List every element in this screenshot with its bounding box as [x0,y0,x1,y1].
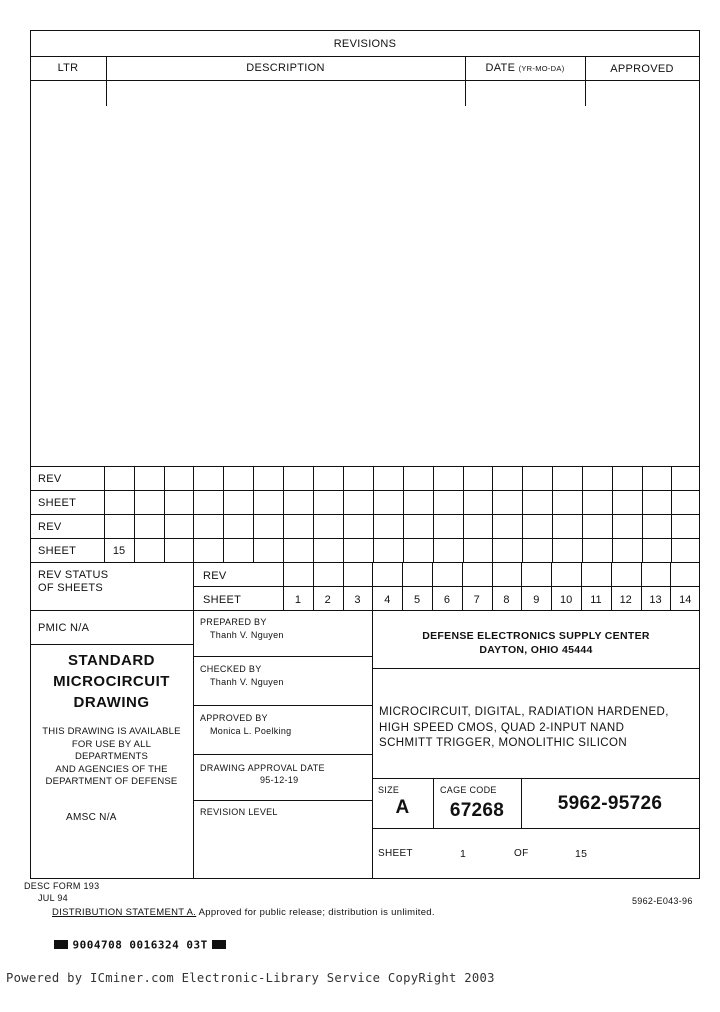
rev-status-label-2: OF SHEETS [38,582,104,594]
size-value: A [395,797,410,818]
cage-code-value: 67268 [449,800,505,821]
approval-date-label: DRAWING APPROVAL DATE [200,763,325,773]
sheet-number-cell: 6 [443,594,450,606]
powered-by-banner: Powered by ICminer.com Electronic-Library Service CopyRight 2003 [6,971,495,985]
grid-column-line [552,466,553,562]
distribution-label: DISTRIBUTION STATEMENT A. [52,907,197,918]
barcode-text: 9004708 0016324 03T [72,938,208,952]
grid-column-line [223,466,224,562]
prepared-by-name: Thanh V. Nguyen [210,630,284,640]
size-label: SIZE [378,785,400,795]
revisions-divider [30,56,700,57]
grid-column-line [463,466,464,562]
frame-bottom [30,878,700,879]
sheet-number-cell: 9 [533,594,540,606]
sheet-number-cell: 7 [473,594,480,606]
sheet-number-cell: 3 [354,594,361,606]
grid-column-line [642,466,643,562]
grid-column-line [283,466,284,562]
standard-microcircuit-drawing: STANDARD MICROCIRCUIT DRAWING [53,652,170,711]
sheet-number-cell: 11 [590,594,602,606]
col-approved: APPROVED [610,63,674,75]
sheet-15-cell: 15 [112,545,126,557]
document-code: 5962-E043-96 [632,896,693,906]
col-date-label: DATE [485,62,516,74]
grid-column-line [582,466,583,562]
sheet-number-cell: 1 [294,594,301,606]
distribution-statement [52,907,435,918]
distribution-text: Approved for public release; distribution is unlimited. [198,907,435,918]
grid-top [30,466,700,467]
grid-column-line [433,466,434,562]
of-value: 15 [575,848,588,860]
sheet-number-cell: 10 [559,594,573,606]
grid-column-line [313,466,314,562]
sheet-number-cell: 2 [324,594,331,606]
row-label-rev-1: REV [38,473,62,485]
grid-column-line [612,466,613,562]
checked-by-label: CHECKED BY [200,664,262,674]
drawing-description: MICROCIRCUIT, DIGITAL, RADIATION HARDENED, HIGH SPEED CMOS, QUAD 2-INPUT NAND SCHMITT TRIGGER, MONOLITHIC SILICON [379,706,669,749]
col-date-format: (YR-MO-DA) [518,64,565,73]
drawing-number: 5962-95726 [557,793,663,814]
col-ltr: LTR [57,62,79,74]
col-date [465,62,585,74]
approved-by-name: Monica L. Poelking [210,726,292,736]
grid-column-line [193,466,194,562]
revisions-title: REVISIONS [333,38,397,50]
frame-top [30,30,700,31]
row-label-sheet-1: SHEET [38,497,77,509]
grid-column-line [671,466,672,562]
sheet-value: 1 [460,848,467,860]
sheet-number-cell: 8 [503,594,510,606]
barcode-block-right [212,940,226,949]
agency-line-1: DEFENSE ELECTRONICS SUPPLY CENTER [422,630,650,642]
grid-column-line [134,466,135,562]
title-col-divider-1 [193,610,194,878]
grid-column-line [343,466,344,562]
checked-by-name: Thanh V. Nguyen [210,677,284,687]
row-label-sheet-2: SHEET [38,545,77,557]
of-label: OF [514,848,529,859]
sheet-number-cell: 14 [679,594,692,606]
form-date: JUL 94 [38,893,68,903]
sheet-number-cell: 4 [384,594,391,606]
status-rev-label: REV [203,570,227,582]
sheet-number-cell: 5 [414,594,421,606]
grid-column-line [492,466,493,562]
status-sheet-label: SHEET [203,594,242,606]
grid-column-line [373,466,374,562]
agency-line-2: DAYTON, OHIO 45444 [479,644,593,656]
approved-by-label: APPROVED BY [200,713,268,723]
rev-status-label-1: REV STATUS [38,569,109,581]
sheet-number-cell: 13 [649,594,662,606]
cage-code-label: CAGE CODE [440,785,497,795]
revision-level-label: REVISION LEVEL [200,807,278,817]
pmic-label: PMIC N/A [38,622,90,634]
barcode-row [54,936,226,950]
barcode-block-left [54,940,68,949]
col-description: DESCRIPTION [246,62,325,74]
sheet-label: SHEET [378,848,413,859]
sheet-number-cell: 12 [619,594,632,606]
frame-right [699,30,700,878]
grid-column-line [164,466,165,562]
prepared-by-label: PREPARED BY [200,617,267,627]
row-label-rev-2: REV [38,521,62,533]
amsc-label: AMSC N/A [66,812,117,823]
grid-column-line [253,466,254,562]
grid-column-line [403,466,404,562]
approval-date-value: 95-12-19 [260,775,299,785]
availability-notice: THIS DRAWING IS AVAILABLE FOR USE BY ALL DEPARTMENTS AND AGENCIES OF THE DEPARTMENT OF DEFENSE [42,726,181,787]
revisions-header-divider [30,80,700,81]
form-number: DESC FORM 193 [24,881,100,891]
status-divider [193,562,194,610]
grid-column-line [522,466,523,562]
